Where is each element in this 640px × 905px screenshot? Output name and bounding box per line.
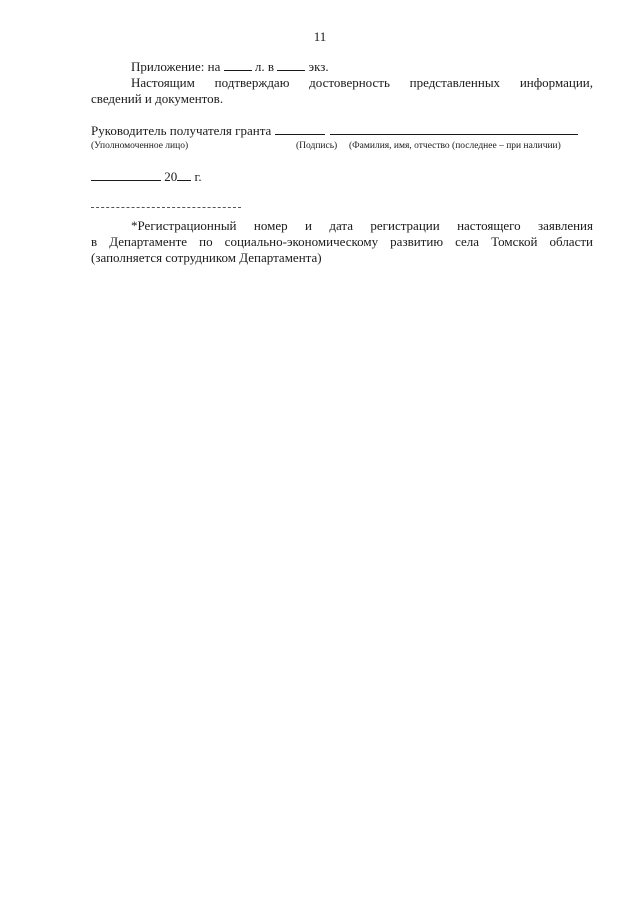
- signature-label: Руководитель получателя гранта: [91, 123, 272, 138]
- confirmation-line-1: Настоящим подтверждаю достоверность представленных информации,: [131, 75, 593, 90]
- caption-name: (Фамилия, имя, отчество (последнее – при наличии): [349, 141, 561, 151]
- year-prefix: 20: [164, 169, 178, 184]
- attachment-prefix: Приложение: на: [131, 59, 221, 74]
- footnote-line-2: в Департаменте по социально-экономическому развитию села Томской области: [91, 234, 593, 249]
- footnote-line-1: *Регистрационный номер и дата регистрации настоящего заявления: [131, 218, 593, 233]
- signature-blank: [275, 123, 325, 135]
- footnote-line-3: (заполняется сотрудником Департамента): [91, 250, 322, 265]
- signature-line: [91, 123, 593, 139]
- caption-signature: (Подпись): [296, 141, 338, 151]
- caption-authorized: (Уполномоченное лицо): [91, 141, 189, 151]
- attachment-suffix: экз.: [308, 59, 329, 74]
- confirmation-line-2: сведений и документов.: [91, 91, 224, 106]
- attachment-middle: л. в: [254, 59, 275, 74]
- footnote-divider: [91, 207, 241, 208]
- date-line: [91, 169, 593, 185]
- name-blank: [330, 123, 578, 135]
- year-suffix: г.: [194, 169, 202, 184]
- date-blank: [91, 169, 161, 181]
- attachment-line: [91, 59, 593, 75]
- sheets-blank: [224, 59, 252, 71]
- page-number: 11: [313, 29, 327, 44]
- signature-captions: [91, 140, 593, 152]
- year-blank: [177, 169, 191, 181]
- copies-blank: [277, 59, 305, 71]
